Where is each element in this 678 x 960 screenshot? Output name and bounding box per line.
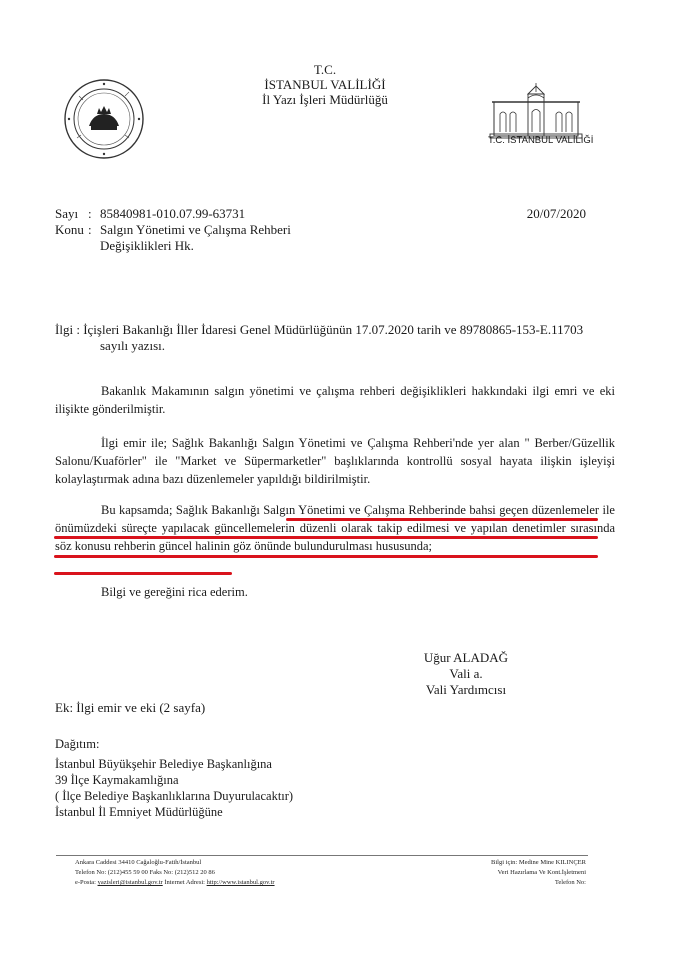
highlight-underline-3 <box>54 555 598 558</box>
footer-address: Ankara Caddesi 34410 Cağaloğlu-Fatih/İstanbul <box>75 859 202 866</box>
paragraph-4: Bilgi ve gereğini rica ederim. <box>101 585 248 599</box>
distribution-item: 39 İlçe Kaymakamlığına <box>55 773 179 787</box>
letter-metadata <box>55 206 595 254</box>
signer-line-2: Vali a. <box>449 666 483 681</box>
governorship-building-icon <box>488 80 594 158</box>
footer-right <box>491 858 586 888</box>
footer-email-link[interactable]: yazisleri@istanbul.gov.tr <box>97 879 163 886</box>
distribution-item: İstanbul Büyükşehir Belediye Başkanlığına <box>55 757 272 771</box>
footer-email-label: e-Posta: <box>75 879 96 886</box>
paragraph-2: İlgi emir ile; Sağlık Bakanlığı Salgın Yönetimi ve Çalışma Rehberi'nde yer alan " Berber/Güzellik Salonu/Kuaförler" ile "Market ve Süpermarketler" başlıklarında kontrollü sosyal hayata ilişkin işleyişi kolaylaştırmak adına bazı düzenlemeler yapıldığı bildirilmiştir. <box>55 436 615 486</box>
konu-row: Konu : Salgın Yönetimi ve Çalışma Rehberi <box>55 222 291 237</box>
distribution-item: ( İlçe Belediye Başkanlıklarına Duyurulacaktır) <box>55 789 294 803</box>
ilgi-line-1: İçişleri Bakanlığı İller İdaresi Genel Müdürlüğünün 17.07.2020 tarih ve 89780865-153-E.11703 <box>83 322 584 337</box>
signer-title: Vali Yardımcısı <box>425 682 507 697</box>
konu-line-2: Değişiklikleri Hk. <box>100 238 194 253</box>
paragraph-3: Bu kapsamda; Sağlık Bakanlığı Salgın Yönetimi ve Çalışma Rehberinde bahsi geçen düzenlemeler ile önümüzdeki süreçte yapılacak güncellemelerin düzenli olarak takip edilmesi ve yapılan denetimler sırasında söz konusu rehberin güncel halinin göz önünde bulundurulması hususunda; <box>55 503 615 553</box>
signature-block <box>396 650 536 698</box>
footer-role: Veri Hazırlama Ve Kont.İşletmeni <box>497 869 586 876</box>
distribution-item: İstanbul İl Emniyet Müdürlüğüne <box>55 805 223 819</box>
konu-label: Konu <box>55 222 84 237</box>
ilgi-label: İlgi <box>55 322 74 337</box>
attachment-note: Ek: İlgi emir ve eki (2 sayfa) <box>55 700 206 715</box>
sayi-row: Sayı : 85840981-010.07.99-63731 <box>55 206 246 221</box>
signer-name: Uğur ALADAĞ <box>423 650 509 665</box>
letterhead-governorate: İSTANBUL VALİLİĞİ <box>264 77 386 92</box>
footer-phone-right: Telefon No: <box>554 879 586 886</box>
governorship-seal-icon <box>63 78 145 160</box>
letter-date: 20/07/2020 <box>526 206 586 221</box>
footer-info: Bilgi için: Medine Mine KILINÇER <box>491 859 586 866</box>
footer-divider <box>56 855 588 856</box>
sayi-value: 85840981-010.07.99-63731 <box>100 206 246 221</box>
konu-line-1: Salgın Yönetimi ve Çalışma Rehberi <box>100 222 291 237</box>
letterhead-department: İl Yazı İşleri Müdürlüğü <box>262 92 388 107</box>
distribution-list <box>55 736 293 820</box>
highlight-underline-4 <box>54 572 232 575</box>
paragraph-1: Bakanlık Makamının salgın yönetimi ve çalışma rehberi değişiklikleri hakkındaki ilgi emri ve eki ilişikte gönderilmiştir. <box>55 384 615 416</box>
distribution-label: Dağıtım: <box>55 737 100 751</box>
sayi-label: Sayı <box>55 206 79 221</box>
footer-web-label: İnternet Adresi: <box>164 879 205 886</box>
letterhead <box>250 62 400 107</box>
footer-phone: Telefon No: (212)455 59 00 Faks No: (212)512 20 86 <box>75 869 215 876</box>
ilgi-line-2: sayılı yazısı. <box>100 338 165 353</box>
footer-left <box>75 858 275 888</box>
letterhead-tc: T.C. <box>313 62 337 77</box>
highlight-underline-1 <box>286 518 598 521</box>
footer-web-link[interactable]: http://www.istanbul.gov.tr <box>206 879 275 886</box>
highlight-underline-2 <box>54 536 598 539</box>
building-caption: T.C. İSTANBUL VALİLİĞİ <box>488 135 594 146</box>
reference-section: İlgi : İçişleri Bakanlığı İller İdaresi Genel Müdürlüğünün 17.07.2020 tarih ve 89780865-153-E.11703 sayılı yazısı. <box>55 322 615 354</box>
